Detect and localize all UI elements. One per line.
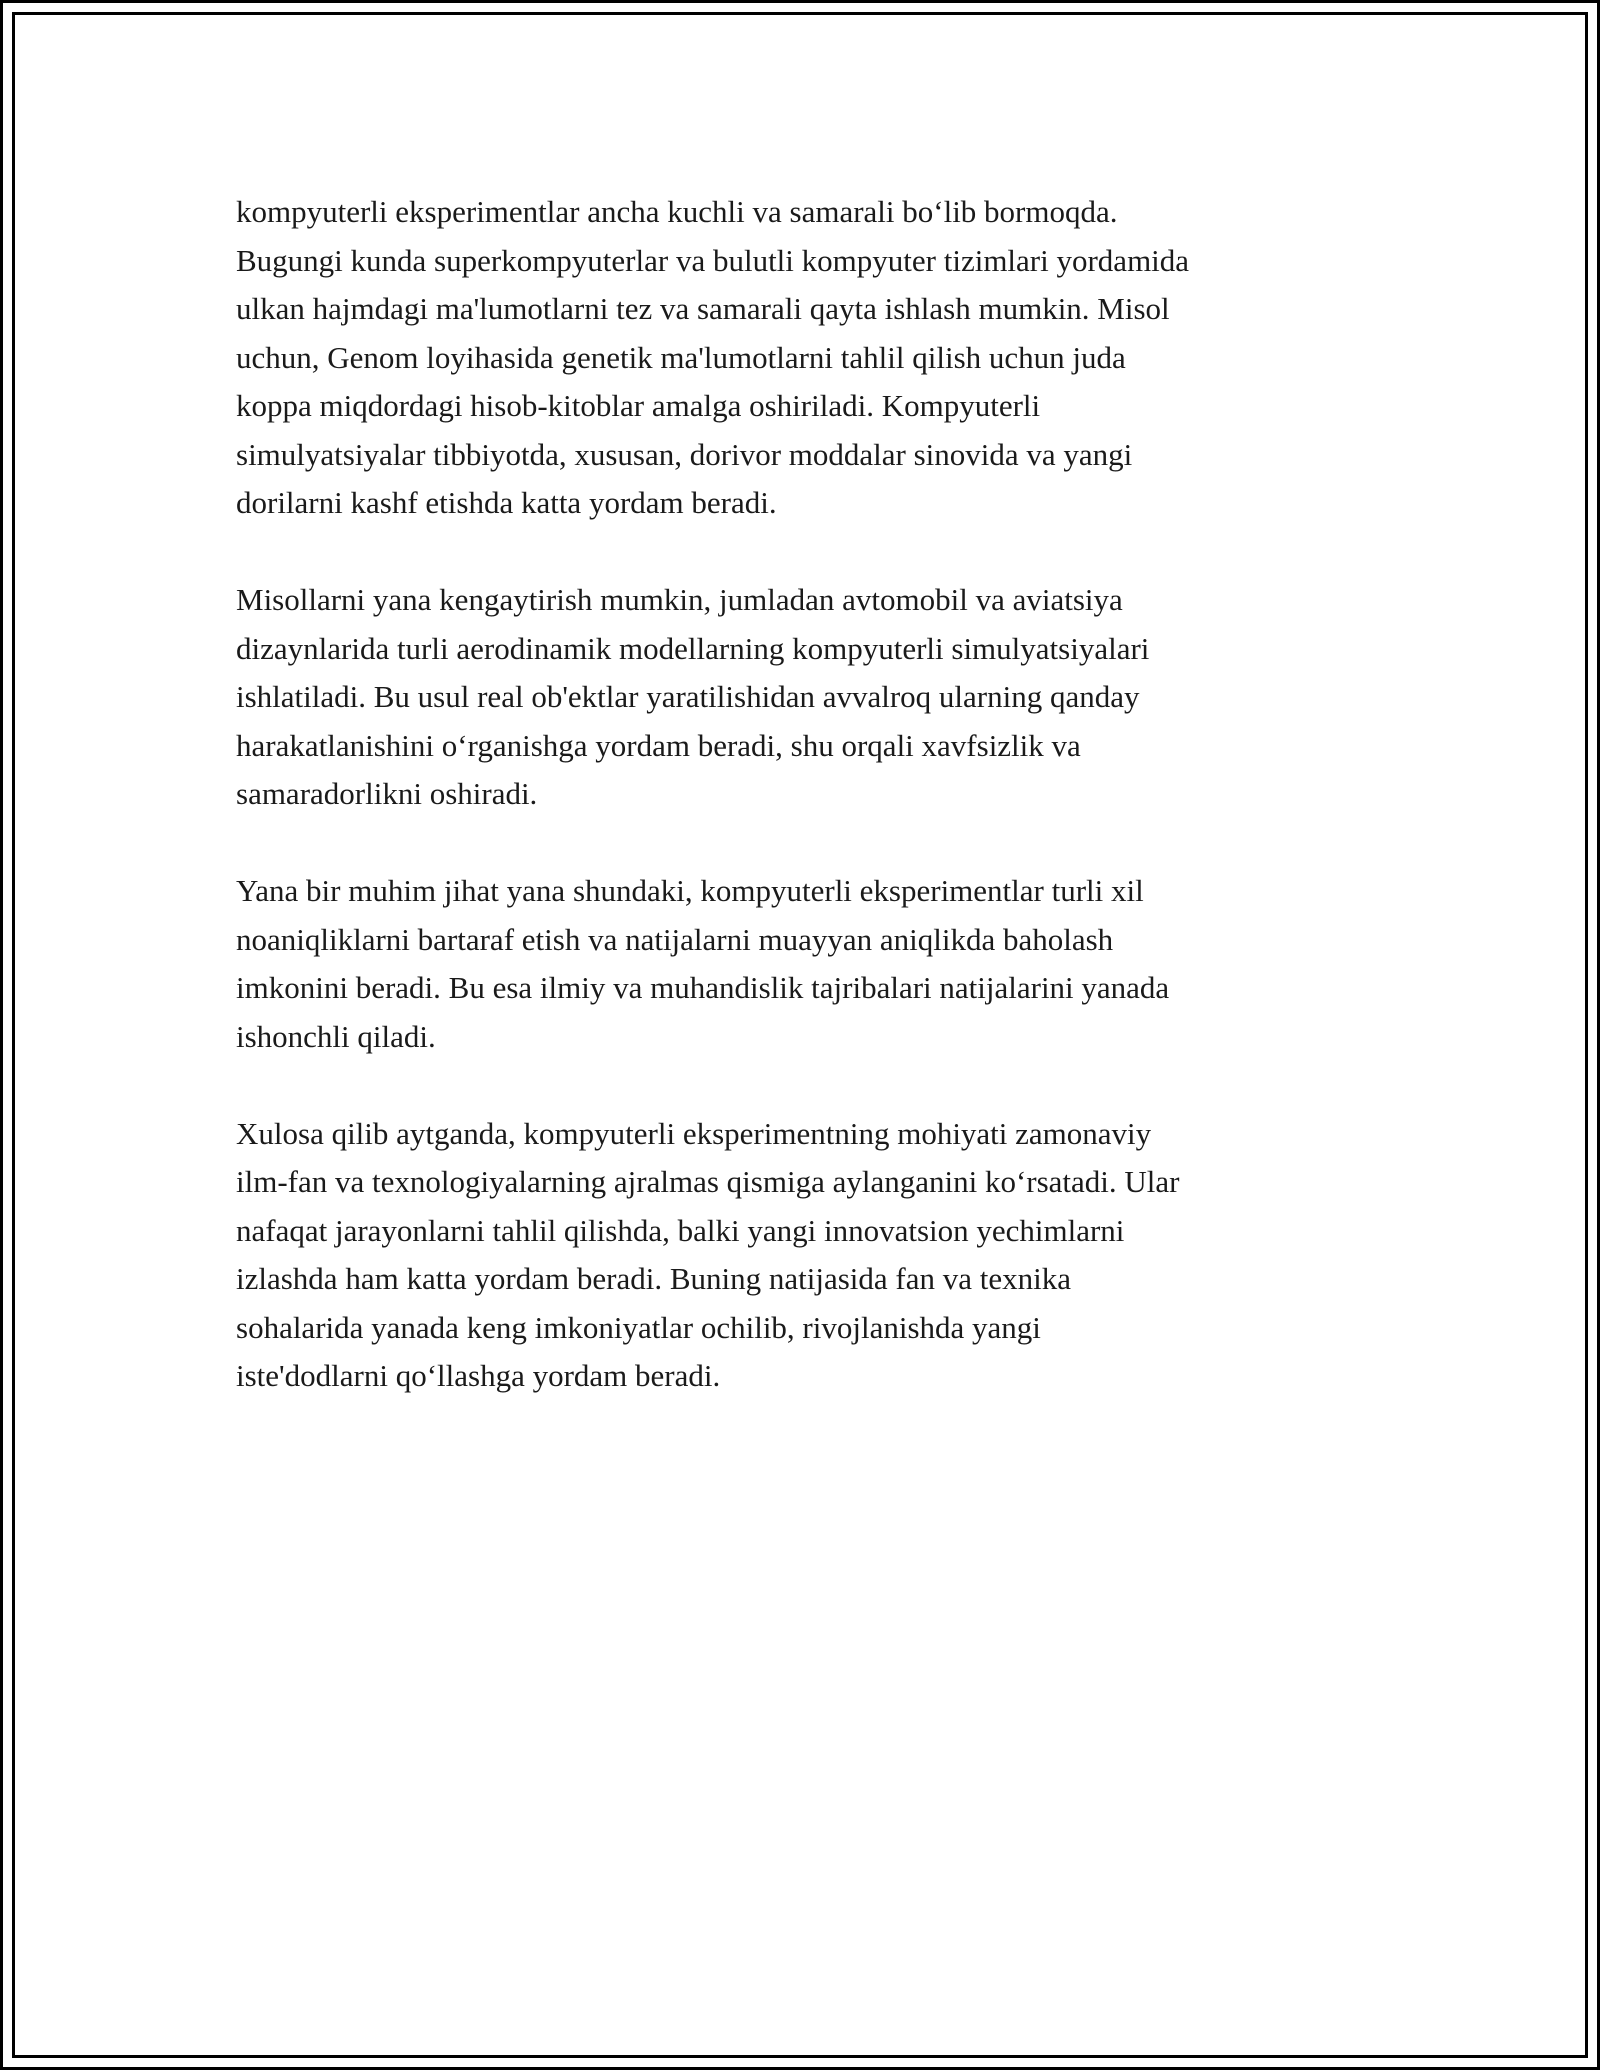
text-line: koppa miqdordagi hisob-kitoblar amalga oshiriladi. Kompyuterli (236, 388, 1041, 423)
text-line: iste'dodlarni qo‘llashga yordam beradi. (236, 1358, 721, 1393)
text-line: simulyatsiyalar tibbiyotda, xususan, dorivor moddalar sinovida va yangi (236, 436, 1133, 472)
text-line: ishlatiladi. Bu usul real ob'ektlar yaratilishidan avvalroq ularning qanday (236, 679, 1140, 714)
text-line: nafaqat jarayonlarni tahlil qilishda, balki yangi innovatsion yechimlarni (236, 1212, 1125, 1248)
text-line: noaniqliklarni bartaraf etish va natijalarni muayyan aniqlikda baholash (236, 921, 1114, 957)
text-line: uchun, Genom loyihasida genetik ma'lumotlarni tahlil qilish uchun juda (236, 339, 1126, 375)
text-line: ulkan hajmdagi ma'lumotlarni tez va samarali qayta ishlash mumkin. Misol (236, 291, 1170, 326)
text-line: izlashda ham katta yordam beradi. Buning natijasida fan va texnika (236, 1261, 1072, 1296)
paragraph-2 (236, 576, 1376, 819)
text-line: ishonchli qiladi. (236, 1018, 436, 1054)
document-body (236, 188, 1376, 1449)
text-line: Bugungi kunda superkompyuterlar va bulutli kompyuter tizimlari yordamida (236, 242, 1190, 278)
text-line: samaradorlikni oshiradi. (236, 776, 538, 811)
paragraph-4 (236, 1110, 1376, 1401)
text-line: dizaynlarida turli aerodinamik modellarning kompyuterli simulyatsiyalari (236, 630, 1150, 666)
paragraph-1 (236, 188, 1376, 528)
text-line: dorilarni kashf etishda katta yordam beradi. (236, 485, 777, 520)
text-line: harakatlanishini o‘rganishga yordam beradi, shu orqali xavfsizlik va (236, 727, 1081, 763)
text-line: Yana bir muhim jihat yana shundaki, kompyuterli eksperimentlar turli xil (236, 873, 1144, 908)
text-line: ilm-fan va texnologiyalarning ajralmas qismiga aylanganini ko‘rsatadi. Ular (236, 1164, 1180, 1199)
text-line: Xulosa qilib aytganda, kompyuterli eksperimentning mohiyati zamonaviy (236, 1115, 1152, 1151)
paragraph-3 (236, 867, 1376, 1061)
text-line: kompyuterli eksperimentlar ancha kuchli va samarali bo‘lib bormoqda. (236, 194, 1118, 229)
text-line: imkonini beradi. Bu esa ilmiy va muhandislik tajribalari natijalarini yanada (236, 970, 1170, 1005)
text-line: Misollarni yana kengaytirish mumkin, jumladan avtomobil va aviatsiya (236, 582, 1123, 617)
text-line: sohalarida yanada keng imkoniyatlar ochilib, rivojlanishda yangi (236, 1309, 1041, 1345)
